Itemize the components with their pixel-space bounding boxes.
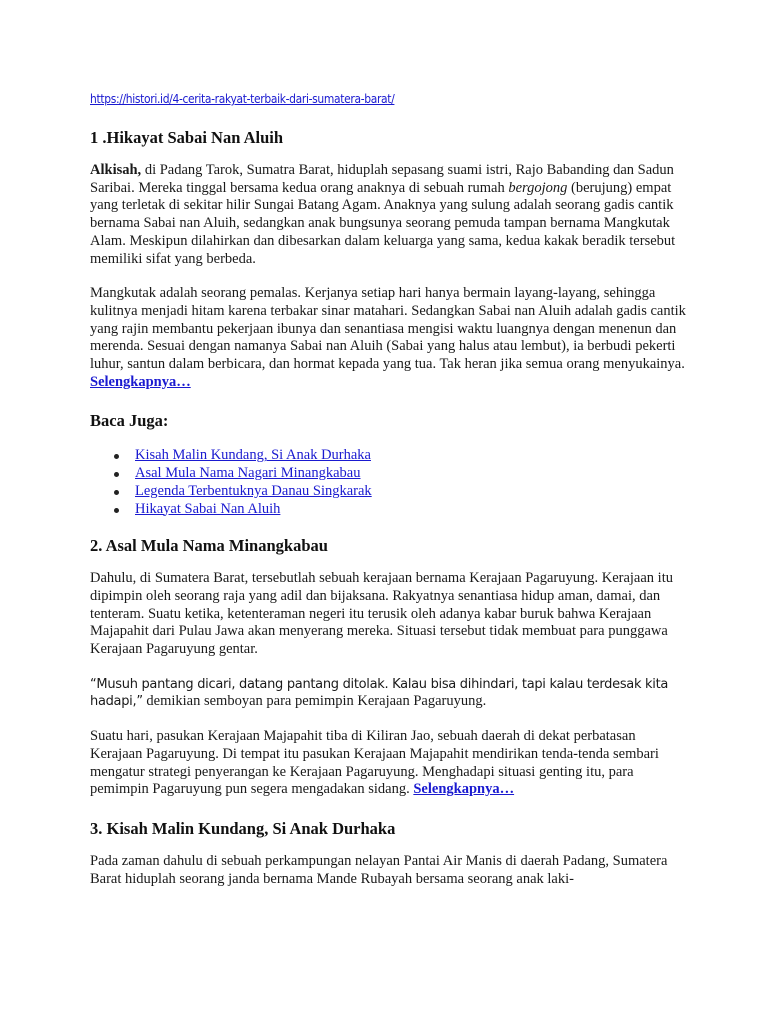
section-2-quote-paragraph bbox=[90, 676, 690, 711]
section-1-heading: 1 .Hikayat Sabai Nan Aluih bbox=[90, 128, 284, 147]
document-content bbox=[90, 90, 690, 888]
section-1-paragraph-1 bbox=[90, 162, 690, 268]
paragraph-text: (berujung) empat yang terletak di sekitar hilir Sungai Batang Agam. Anaknya yang sulung adalah seorang gadis cantik bernama Sabai nan Aluih, sedangkan anak bungsunya seorang pemuda tampan bernama Mangkutak Alam. Meskipun dilahirkan dan dibesarkan dalam keluarga yang sama, kedua kakak beradik tersebut memiliki sifat yang berbeda. bbox=[90, 179, 676, 267]
baca-juga-link-4[interactable]: Hikayat Sabai Nan Aluih bbox=[135, 500, 281, 517]
baca-juga-link-1[interactable]: Kisah Malin Kundang, Si Anak Durhaka bbox=[135, 447, 371, 464]
section-2-heading: 2. Asal Mula Nama Minangkabau bbox=[90, 536, 328, 556]
quote-text: “Musuh pantang dicari, datang pantang ditolak. Kalau bisa dihindari, tapi kalau terdesak kita hadapi,” bbox=[90, 676, 669, 710]
bullet-icon bbox=[114, 454, 119, 459]
baca-juga-list bbox=[90, 447, 690, 518]
section-3-heading: 3. Kisah Malin Kundang, Si Anak Durhaka bbox=[90, 818, 396, 838]
section-2-paragraph-3 bbox=[90, 728, 690, 799]
baca-juga-link-3[interactable]: Legenda Terbentuknya Danau Singkarak bbox=[135, 482, 372, 499]
bullet-icon bbox=[114, 508, 119, 513]
list-item bbox=[90, 483, 690, 501]
bullet-icon bbox=[114, 472, 119, 477]
baca-juga-link-2[interactable]: Asal Mula Nama Nagari Minangkabau bbox=[135, 465, 361, 482]
section-3-paragraph-1: Pada zaman dahulu di sebuah perkampungan nelayan Pantai Air Manis di daerah Padang, Sumatera Barat hiduplah seorang janda bernama Mande Rubayah bersama seorang anak laki- bbox=[90, 852, 668, 887]
alkisah-bold: Alkisah, bbox=[90, 162, 142, 178]
source-link[interactable]: https://histori.id/4-cerita-rakyat-terbaik-dari-sumatera-barat/ bbox=[90, 91, 395, 106]
section-1-paragraph-2 bbox=[90, 285, 690, 391]
section-2-paragraph-1: Dahulu, di Sumatera Barat, tersebutlah sebuah kerajaan bernama Kerajaan Pagaruyung. Kerajaan itu dipimpin oleh seorang raja yang adil dan bijaksana. Rakyatnya senantiasa hidup aman, damai, dan tenteram. Suatu ketika, ketenteraman negeri itu terusik oleh adanya kabar buruk bahwa Kerajaan Majapahit dari Pulau Jawa akan menyerang mereka. Situasi tersebut tidak membuat para punggawa Kerajaan Pagaruyung gentar. bbox=[90, 570, 673, 658]
bergojong-italic: bergojong bbox=[508, 179, 568, 196]
paragraph-text: di Padang Tarok, Sumatra Barat, hiduplah sepasang suami istri, Rajo Babanding dan Sadun Saribai. Mereka tinggal bersama kedua orang anaknya di sebuah rumah bbox=[90, 162, 674, 196]
list-item bbox=[90, 465, 690, 483]
list-item bbox=[90, 447, 690, 465]
bullet-icon bbox=[114, 490, 119, 495]
paragraph-text: demikian semboyan para pemimpin Kerajaan Pagaruyung. bbox=[142, 693, 487, 710]
list-item bbox=[90, 501, 690, 519]
baca-juga-heading: Baca Juga: bbox=[90, 411, 169, 431]
paragraph-text: Suatu hari, pasukan Kerajaan Majapahit tiba di Kiliran Jao, sebuah daerah di dekat perbatasan Kerajaan Pagaruyung. Di tempat itu pasukan Kerajaan Majapahit mendirikan tenda-tenda sembari mengatur strategi penyerangan ke Kerajaan Pagaruyung. Menghadapi situasi genting itu, para pemimpin Pagaruyung pun segera mengadakan sidang. bbox=[90, 728, 659, 798]
section-2-read-more-link[interactable]: Selengkapnya… bbox=[413, 781, 515, 798]
section-1-read-more-link[interactable]: Selengkapnya… bbox=[90, 373, 191, 390]
paragraph-text: Mangkutak adalah seorang pemalas. Kerjanya setiap hari hanya bermain layang-layang, sehingga kulitnya menjadi hitam karena terbakar sinar matahari. Sedangkan Sabai nan Aluih adalah gadis cantik yang rajin membantu pekerjaan ibunya dan senantiasa mengisi waktu luangnya dengan menenun dan merenda. Sesuai dengan namanya Sabai nan Aluih (Sabai yang halus atau lembut), ia berbudi pekerti luhur, santun dalam berbicara, dan hormat kepada yang tua. Tak heran jika semua orang menyukainya. bbox=[90, 285, 686, 373]
